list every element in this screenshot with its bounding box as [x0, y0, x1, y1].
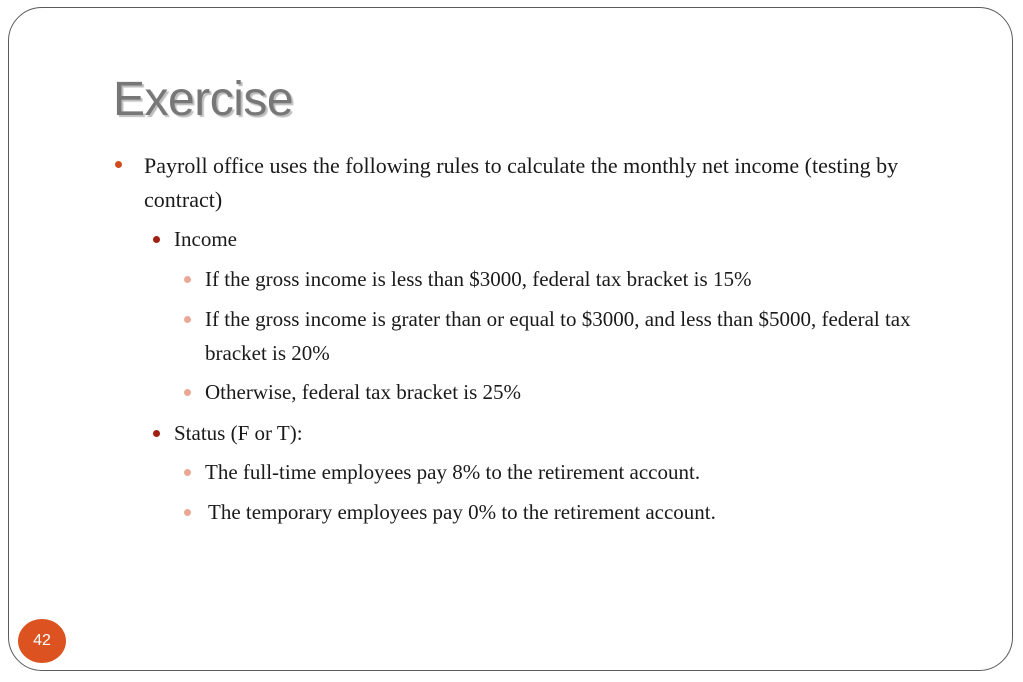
status-rule-2: The temporary employees pay 0% to the retirement account.: [208, 500, 716, 524]
bullet-dot-level3: [184, 509, 191, 516]
income-rule-2: If the gross income is grater than or equal to $3000, and less than $5000, federal tax bracket is 20%: [205, 307, 911, 365]
bullet-dot-level2: [153, 236, 160, 243]
bullet-dot-level3: [184, 276, 191, 283]
bullet-dot-level3: [184, 316, 191, 323]
slide-title: Exercise: [113, 73, 294, 126]
status-rule-1: The full-time employees pay 8% to the retirement account.: [205, 460, 701, 484]
bullet-dot-level1: [115, 161, 122, 168]
income-rule-1: If the gross income is less than $3000, federal tax bracket is 15%: [205, 267, 752, 291]
status-bullet: Status (F or T):: [174, 421, 303, 445]
intro-bullet: Payroll office uses the following rules to calculate the monthly net income (testing by contract): [144, 153, 899, 212]
income-bullet: Income: [174, 227, 237, 251]
bullet-dot-level3: [184, 389, 191, 396]
bullet-dot-level2: [153, 430, 160, 437]
income-rule-3: Otherwise, federal tax bracket is 25%: [205, 380, 522, 404]
page-number-badge: 42: [18, 619, 66, 663]
bullet-dot-level3: [184, 469, 191, 476]
